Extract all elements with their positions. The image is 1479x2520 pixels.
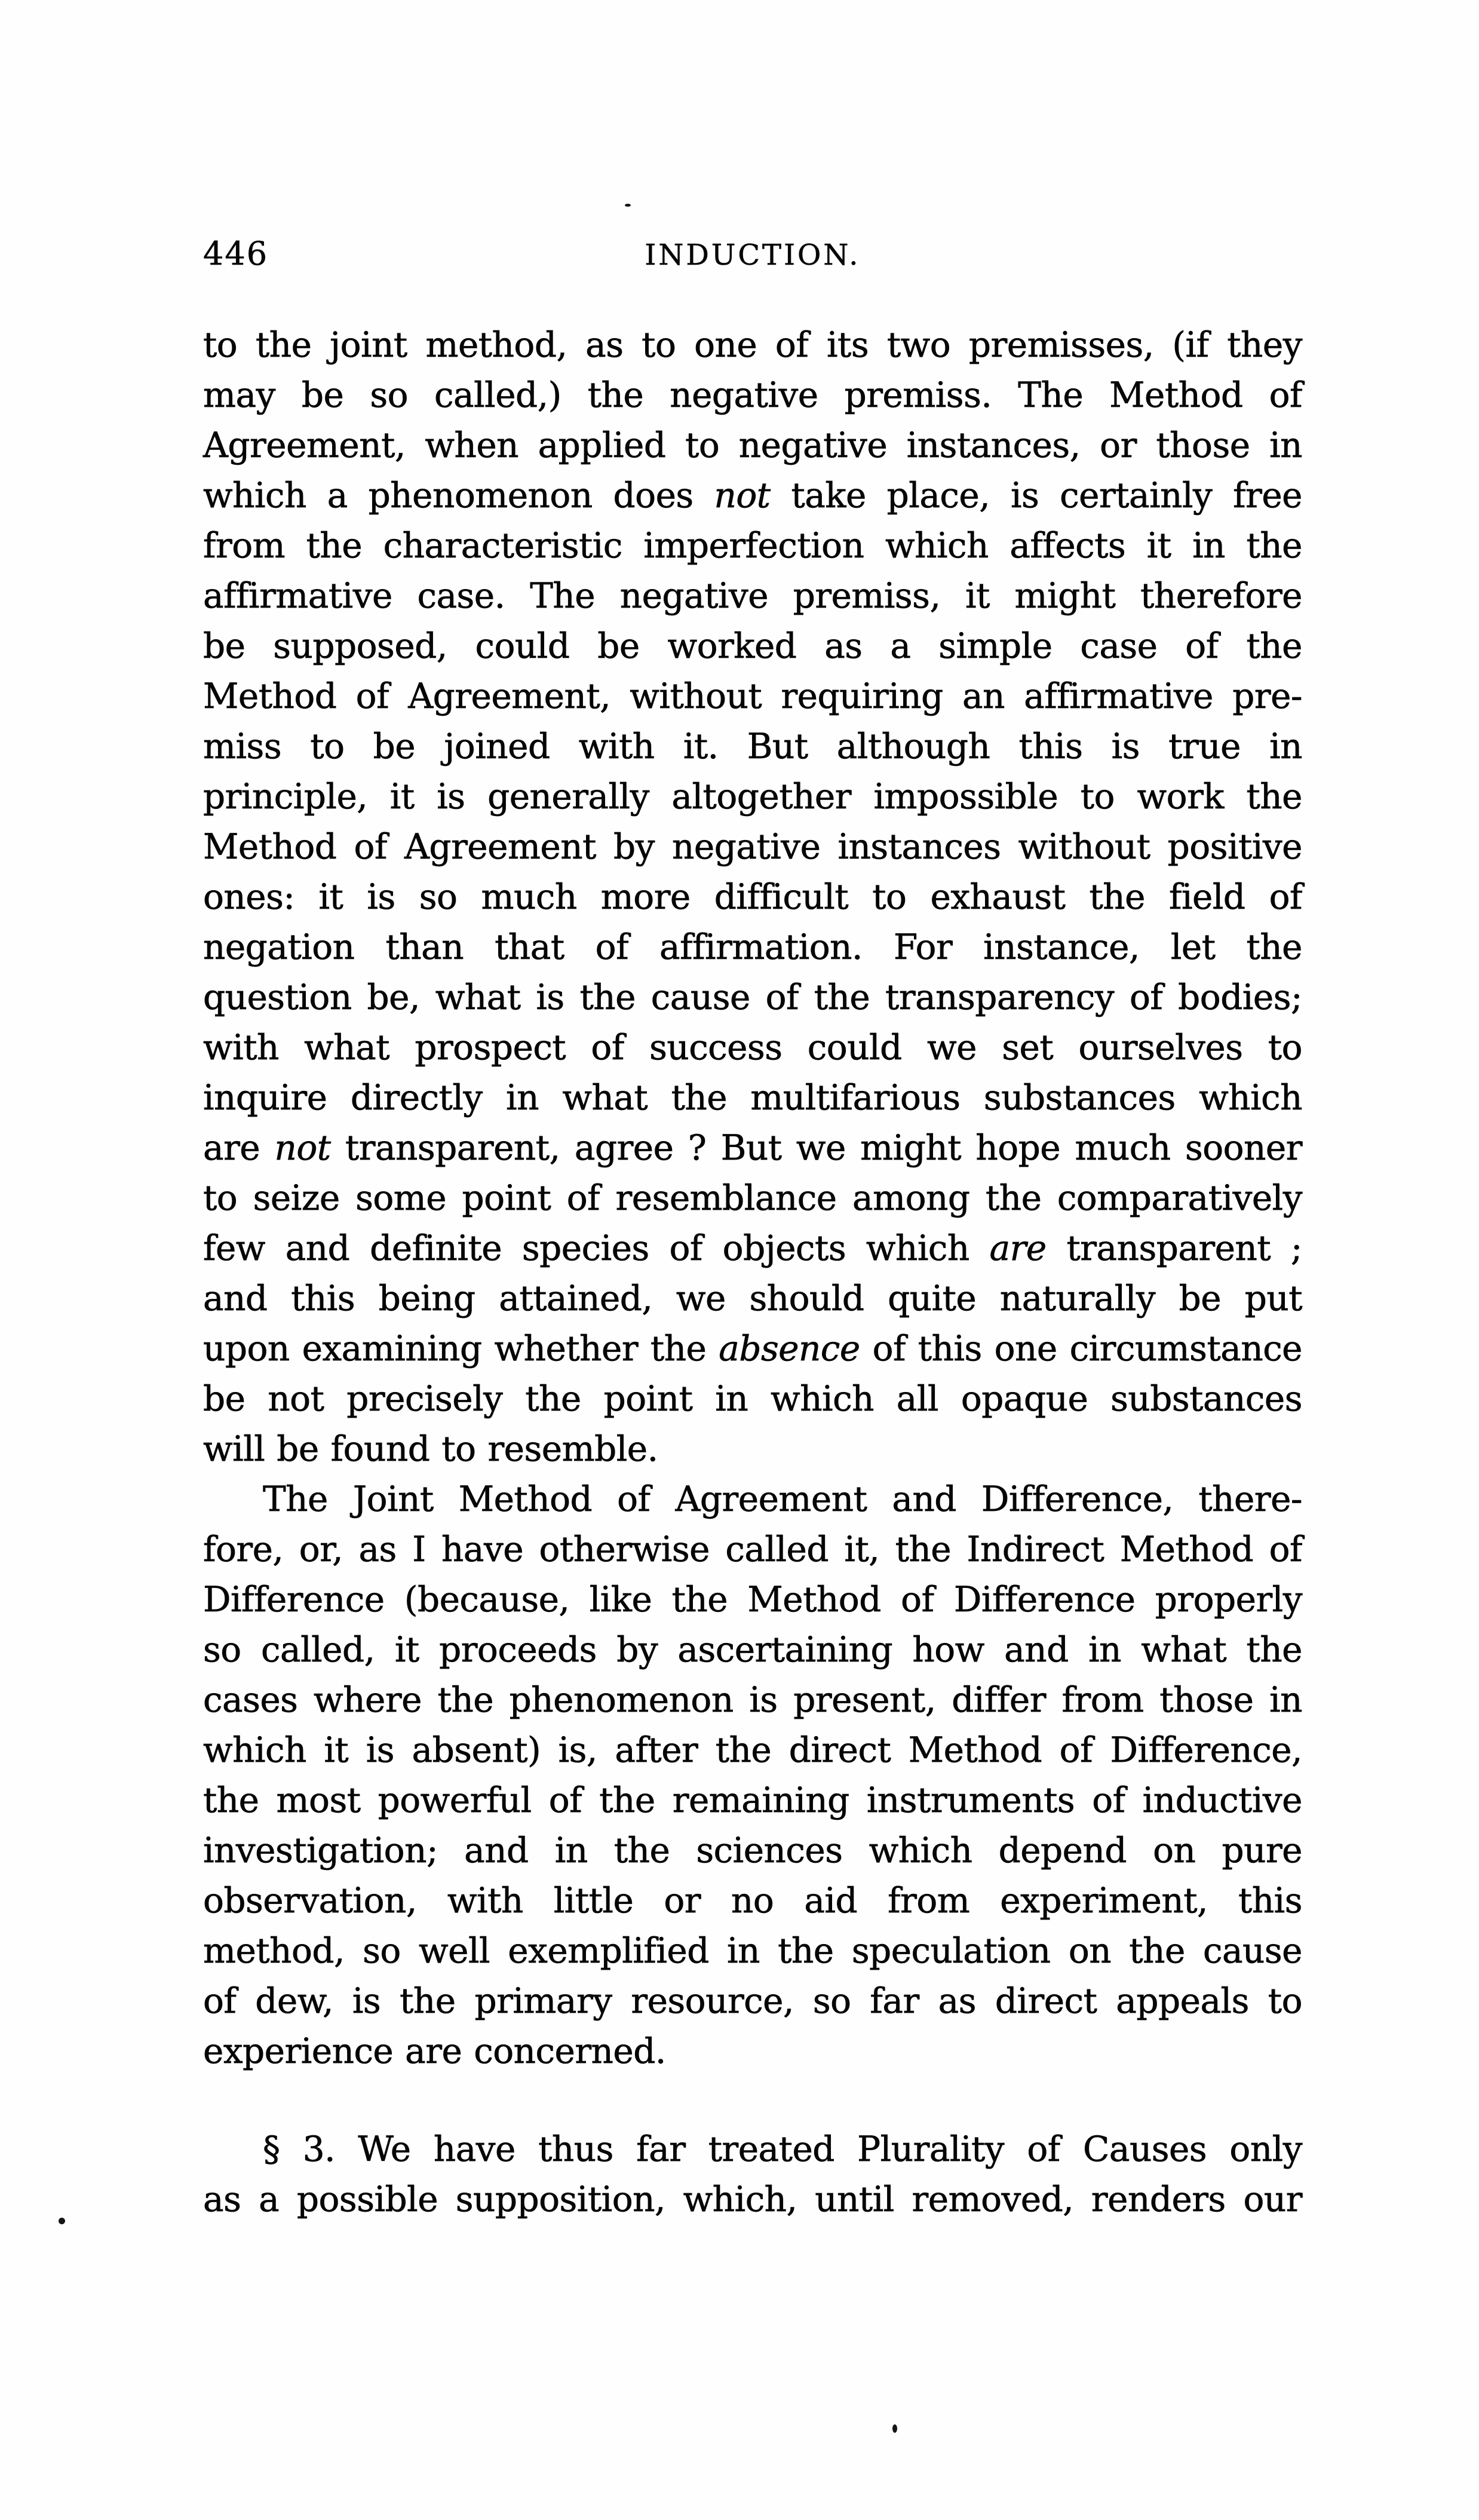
- text-line: [203, 1273, 1302, 1323]
- text-run: The Joint Method of Agreement and Difference, there-: [263, 1479, 1302, 1519]
- text-run: may be so called,) the negative premiss. The Method of: [203, 375, 1302, 415]
- text-line: [203, 872, 1302, 922]
- text-run: miss to be joined with it. But although this is true in: [203, 726, 1302, 767]
- text-line: [203, 1474, 1302, 1524]
- text-line: [203, 1725, 1302, 1775]
- text-run: question be, what is the cause of the transparency of bodies;: [203, 977, 1302, 1017]
- text-run: to the joint method, as to one of its two premisses, (if they: [203, 324, 1302, 365]
- italic-text-run: not: [274, 1127, 331, 1168]
- text-line: [203, 771, 1302, 821]
- text-run: which a phenomenon does: [203, 475, 714, 516]
- text-line: [203, 1875, 1302, 1926]
- text-run: upon examining whether the: [203, 1328, 719, 1369]
- text-line: [203, 1574, 1302, 1624]
- text-run: cases where the phenomenon is present, differ from those in: [203, 1679, 1302, 1720]
- text-run: Agreement, when applied to negative instances, or those in: [203, 425, 1302, 465]
- text-run: inquire directly in what the multifarious substances which: [203, 1077, 1302, 1118]
- text-run: § 3. We have thus far treated Plurality of Causes only: [263, 2129, 1302, 2169]
- text-run: experience are concerned.: [203, 2031, 666, 2071]
- text-run: are: [203, 1127, 275, 1168]
- text-line: [203, 370, 1302, 420]
- text-line: [203, 721, 1302, 771]
- text-line: [203, 2124, 1302, 2174]
- scan-speck-left-margin: [59, 2218, 65, 2224]
- text-run: of dew, is the primary resource, so far as direct appeals to: [203, 1981, 1302, 2021]
- text-run: will be found to resemble.: [203, 1428, 658, 1469]
- text-run: transparent ;: [1046, 1228, 1302, 1268]
- text-run: be supposed, could be worked as a simple case of the: [203, 626, 1302, 666]
- italic-text-run: absence: [719, 1328, 860, 1369]
- text-line: [203, 1675, 1302, 1725]
- text-line: [203, 1624, 1302, 1675]
- text-line: [203, 320, 1302, 370]
- text-run: principle, it is generally altogether impossible to work the: [203, 776, 1302, 817]
- text-line: [203, 1524, 1302, 1574]
- text-run: observation, with little or no aid from experiment, this: [203, 1880, 1302, 1921]
- italic-text-run: are: [989, 1228, 1047, 1268]
- text-line: [203, 1775, 1302, 1825]
- text-run: from the characteristic imperfection which affects it in the: [203, 525, 1302, 566]
- text-line: [203, 1072, 1302, 1123]
- text-run: as a possible supposition, which, until removed, renders our: [203, 2179, 1302, 2219]
- text-run: Difference (because, like the Method of Difference properly: [203, 1579, 1302, 1620]
- text-run: of this one circumstance: [860, 1328, 1302, 1369]
- text-run: investigation; and in the sciences which depend on pure: [203, 1830, 1302, 1871]
- text-line: [203, 1976, 1302, 2026]
- italic-text-run: not: [714, 475, 771, 516]
- text-line: [203, 470, 1302, 520]
- text-run: ones: it is so much more difficult to exhaust the field of: [203, 876, 1302, 917]
- text-run: which it is absent) is, after the direct Method of Difference,: [203, 1730, 1302, 1770]
- text-line: [203, 1022, 1302, 1072]
- paragraph: [203, 1474, 1302, 2076]
- text-run: few and definite species of objects which: [203, 1228, 990, 1268]
- text-line: [203, 1424, 1302, 1474]
- scan-speck-bottom-center: [892, 2424, 897, 2433]
- text-run: to seize some point of resemblance among the comparatively: [203, 1178, 1302, 1218]
- text-run: fore, or, as I have otherwise called it, the Indirect Method of: [203, 1529, 1302, 1569]
- page-number: 446: [203, 235, 269, 272]
- body-text: [203, 320, 1302, 2224]
- text-line: [203, 1173, 1302, 1223]
- text-line: [203, 571, 1302, 621]
- text-run: so called, it proceeds by ascertaining how and in what the: [203, 1629, 1302, 1670]
- text-line: [203, 1825, 1302, 1875]
- text-run: Method of Agreement, without requiring an affirmative pre-: [203, 676, 1302, 716]
- paragraph: [203, 2124, 1302, 2224]
- scan-speck-top-center: [625, 204, 631, 207]
- text-line: [203, 2026, 1302, 2076]
- text-line: [203, 922, 1302, 972]
- page-header: [203, 233, 1302, 275]
- running-head: INDUCTION.: [645, 238, 861, 272]
- paragraph: [203, 320, 1302, 1474]
- text-line: [203, 1926, 1302, 1976]
- text-run: and this being attained, we should quite naturally be put: [203, 1278, 1302, 1319]
- text-line: [203, 671, 1302, 721]
- text-line: [203, 520, 1302, 571]
- text-run: affirmative case. The negative premiss, it might therefore: [203, 575, 1302, 616]
- text-line: [203, 1374, 1302, 1424]
- text-line: [203, 1223, 1302, 1273]
- text-line: [203, 420, 1302, 470]
- text-line: [203, 1123, 1302, 1173]
- text-line: [203, 2174, 1302, 2224]
- text-run: take place, is certainly free: [770, 475, 1302, 516]
- text-run: method, so well exemplified in the speculation on the cause: [203, 1930, 1302, 1971]
- text-line: [203, 621, 1302, 671]
- text-line: [203, 972, 1302, 1022]
- text-line: [203, 1323, 1302, 1374]
- text-run: be not precisely the point in which all opaque substances: [203, 1378, 1302, 1419]
- text-run: with what prospect of success could we set ourselves to: [203, 1027, 1302, 1068]
- text-run: the most powerful of the remaining instruments of inductive: [203, 1780, 1302, 1820]
- text-run: negation than that of affirmation. For instance, let the: [203, 927, 1302, 967]
- text-run: transparent, agree ? But we might hope much sooner: [330, 1127, 1302, 1168]
- text-run: Method of Agreement by negative instances without positive: [203, 826, 1302, 867]
- text-line: [203, 821, 1302, 872]
